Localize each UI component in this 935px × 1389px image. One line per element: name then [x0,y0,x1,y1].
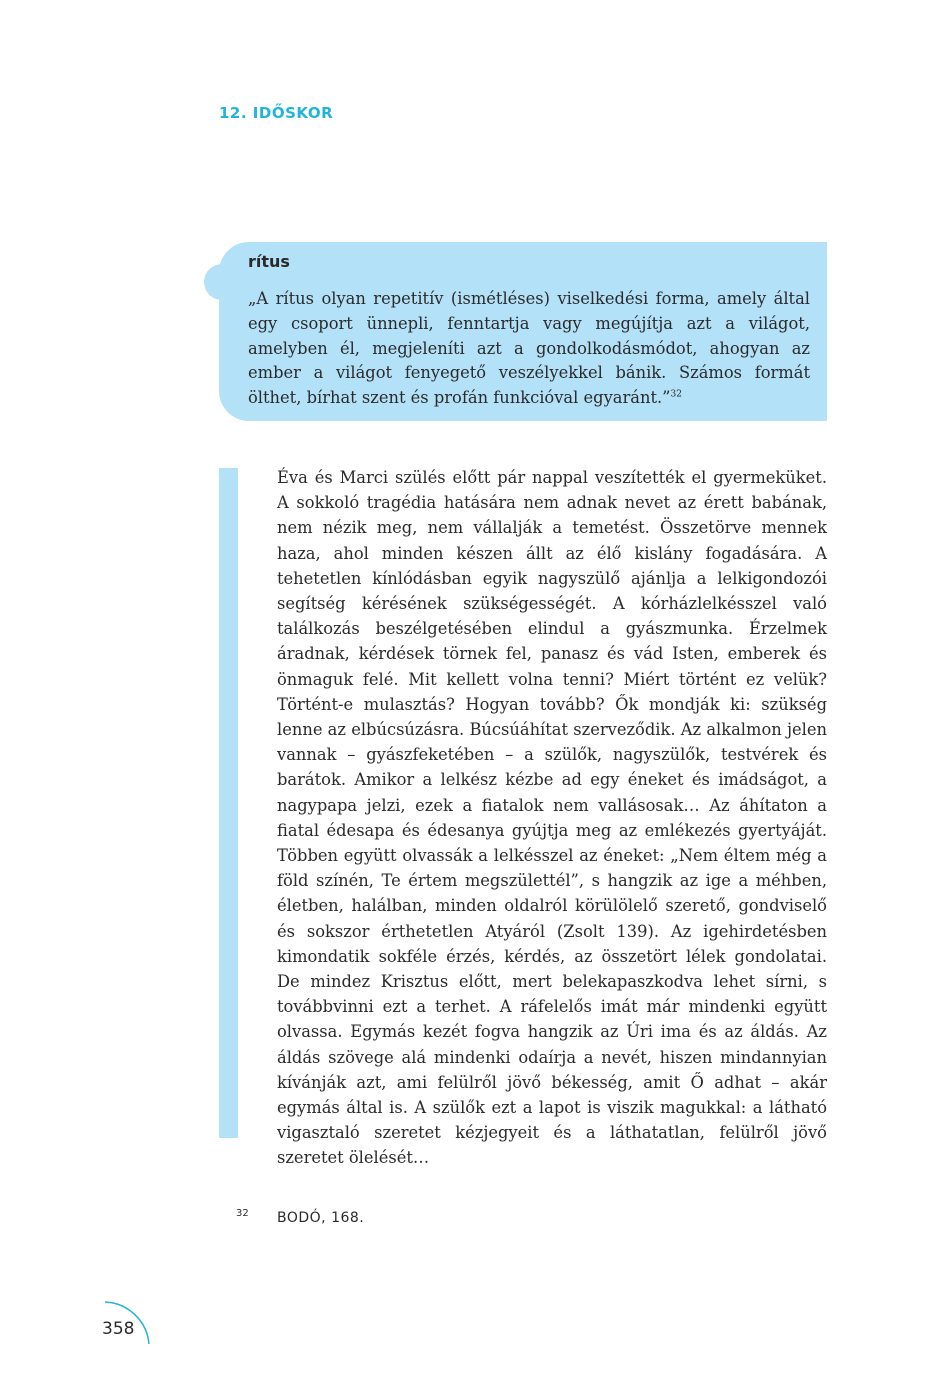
definition-term: rítus [248,252,290,271]
case-study-text: Éva és Marci szülés előtt pár nappal veszítették el gyermeküket. A sokkoló tragédia hatására nem adnak nevet az érett babának, nem nézik meg, nem vállalják a temetést. Összetörve mennek haza, ahol minden készen állt az élő kislány fogadására. A tehetetlen kínlódásban egyik nagyszülő ajánlja a lelkigondozói segítség kérésének szükségességét. A kórházlelkésszel való találkozás beszélgetésében elindul a gyászmunka. Érzelmek áradnak, kérdések törnek fel, panasz és vád Isten, emberek és önmaguk felé. Mit kellett volna tenni? Miért történt ez velük? Történt-e mulasztás? Hogyan tovább? Ők mondják ki: szükség lenne az elbúcsúzásra. Búcsúáhítat szerveződik. Az alkalmon jelen vannak – gyászfeketében – a szülők, nagyszülők, testvérek és barátok. Amikor a lelkész kézbe ad egy éneket és imádságot, a nagypapa jelzi, ezek a fiatalok nem vallásosak… Az áhítaton a fiatal édesapa és édesanya gyújtja meg az emlékezés gyertyáját. Többen együtt olvassák a lelkésszel az éneket: „Nem éltem még a föld színén, Te értem megszülettél”, s hangzik az ige a méhben, életben, halálban, minden oldalról körülölelő szerető, gondviselő és sokszor érthetetlen Atyáról (Zsolt 139). Az igehirdetésben kimondatik sokféle érzés, kérdés, az összetört lélek gondolatai. De mindez Krisztus előtt, mert belekapaszkodva lehet sírni, s továbbvinni ezt a terhet. A ráfelelős imát már mindenki együtt olvassa. Egymás kezét fogva hangzik az Úri ima és az áldás. Az áldás szövege alá mindenki odaírja a nevét, hiszen mindannyian kívánják azt, ami felülről jövő békesség, amit Ő adhat – akár egymás által is. A szülők ezt a lapot is viszik magukkal: a látható vigasztaló szeretet kézjegyeit és a láthatatlan, felülről jövő szeretet ölelését… [277,468,827,1168]
footnote-number: 32 [236,1208,249,1219]
chapter-header: 12. IDŐSKOR [219,104,334,122]
footnote-reference: 32 [670,389,682,400]
footnote-text: BODÓ, 168. [277,1210,365,1226]
definition-quote: „A rítus olyan repetitív (ismétléses) viselkedési forma, amely által egy csoport ünnepli, fenntartja vagy megújítja azt a világot, amelyben él, megjeleníti azt a gondolkodásmódot, ahogyan az ember a világot fenyegető veszélyekkel bánik. Számos formát ölthet, bírhat szent és profán funkcióval egyaránt.” [248,289,810,408]
case-study-side-bar [219,468,238,1138]
page-number: 358 [102,1319,135,1339]
definition-text [248,287,810,411]
